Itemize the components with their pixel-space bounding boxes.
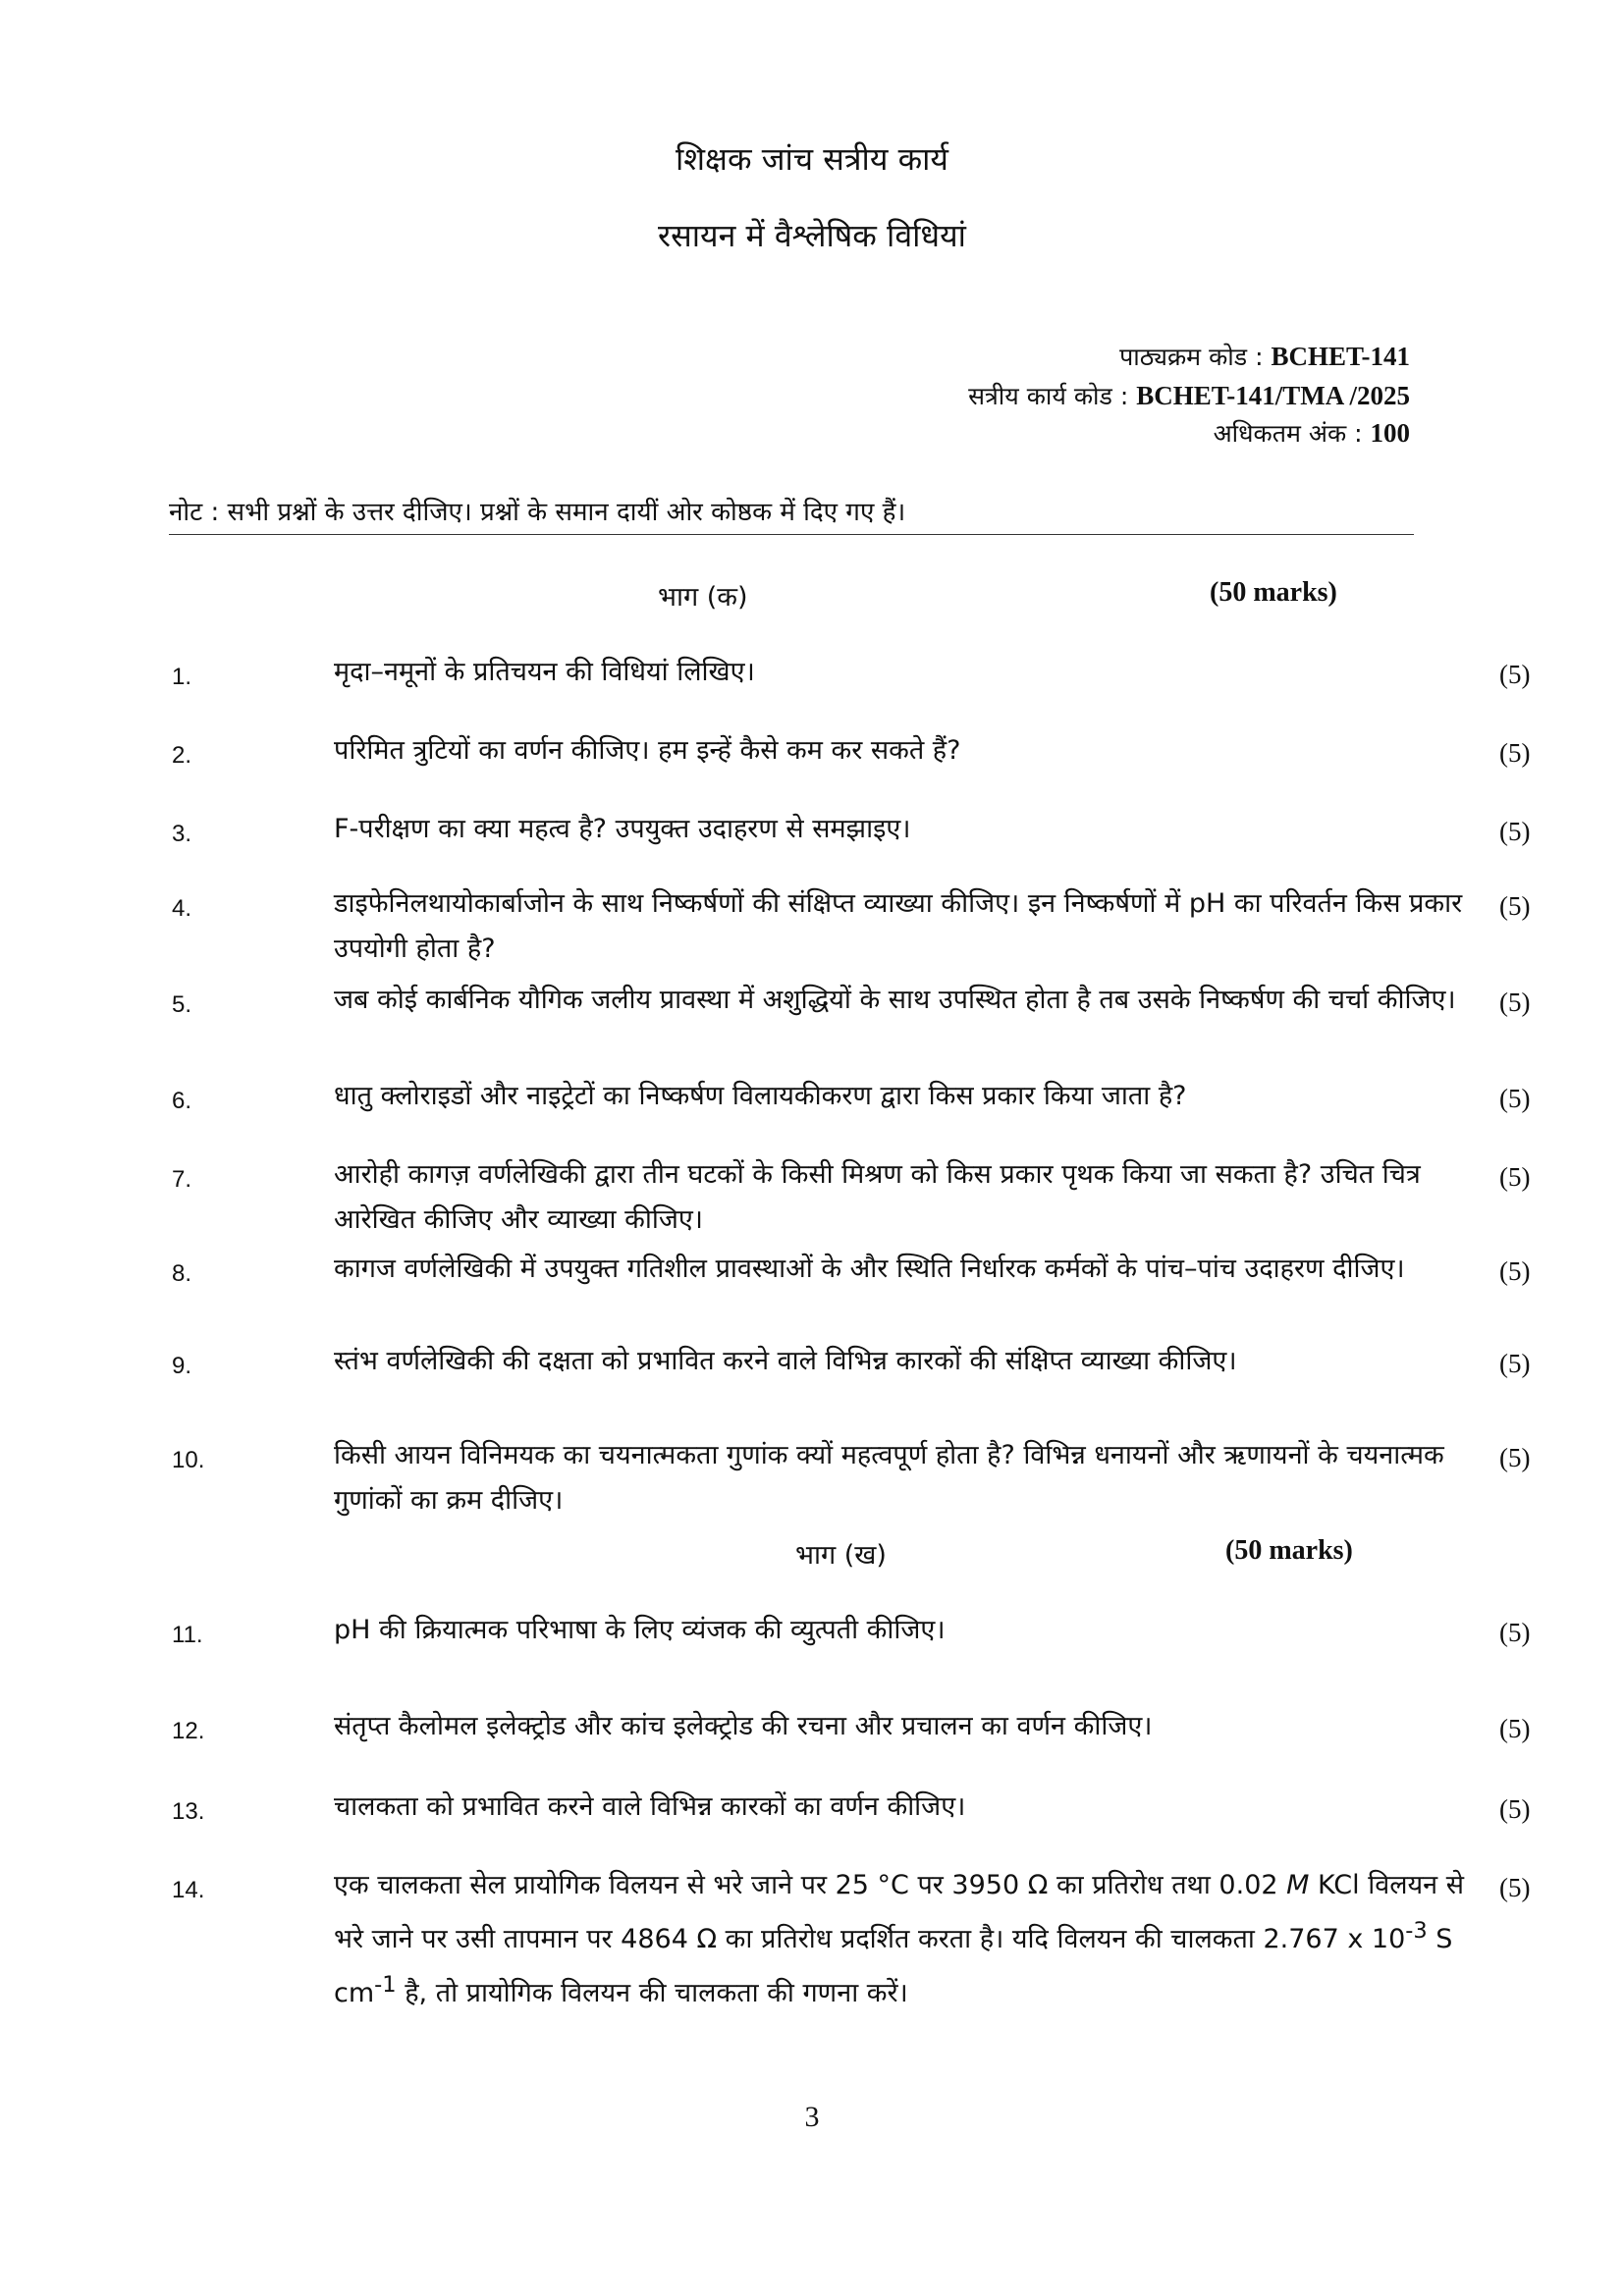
question-text-part: KCl विलयन से भरे जाने पर उसी तापमान पर 4864 Ω का प्रतिरोध प्रदर्शित करता है। यदि विलयन की चालकता 2.767 x 10 — [334, 1870, 1465, 1954]
question-marks: (5) — [1499, 988, 1531, 1017]
question-marks: (5) — [1499, 660, 1531, 689]
question-text: संतृप्त कैलोमल इलेक्ट्रोड और कांच इलेक्ट्रोड की रचना और प्रचालन का वर्णन कीजिए। — [334, 1711, 1153, 1741]
question-marks: (5) — [1499, 817, 1531, 846]
question-number: 8. — [172, 1260, 192, 1287]
question-marks: (5) — [1499, 1618, 1531, 1647]
max-marks: 100 — [1370, 418, 1410, 448]
question-text: किसी आयन विनिमयक का चयनात्मकता गुणांक क्यों महत्वपूर्ण होता है? विभिन्न धनायनों और ऋणायनों के चयनात्मक गुणांकों का क्रम दीजिए। — [334, 1440, 1444, 1516]
question-text: स्तंभ वर्णलेखिकी की दक्षता को प्रभावित करने वाले विभिन्न कारकों की संक्षिप्त व्याख्या कीजिए। — [334, 1346, 1237, 1376]
part-b-title: भाग (ख) — [795, 1540, 887, 1571]
question-number: 10. — [172, 1447, 205, 1473]
course-code-line — [1119, 340, 1410, 373]
exponent: -1 — [374, 1972, 397, 1998]
question-text: F-परीक्षण का क्या महत्व है? उपयुक्त उदाहरण से समझाइए। — [334, 814, 911, 844]
question-number: 2. — [172, 742, 192, 769]
question-number: 14. — [172, 1877, 205, 1903]
question-marks: (5) — [1499, 738, 1531, 768]
question-marks: (5) — [1499, 1349, 1531, 1378]
question-number: 7. — [172, 1166, 192, 1193]
instructions-note: नोट : सभी प्रश्नों के उत्तर दीजिए। प्रश्नों के समान दायीं ओर कोष्ठक में दिए गए हैं। — [169, 498, 906, 527]
question-number: 11. — [172, 1622, 203, 1648]
question-number: 6. — [172, 1088, 192, 1114]
question-text: आरोही कागज़ वर्णलेखिकी द्वारा तीन घटकों के किसी मिश्रण को किस प्रकार पृथक किया जा सकता है? उचित चित्र आरेखित कीजिए और व्याख्या कीजिए। — [334, 1159, 1421, 1235]
question-text: डाइफेनिलथायोकार्बाजोन के साथ निष्कर्षणों की संक्षिप्त व्याख्या कीजिए। इन निष्कर्षणों में pH का परिवर्तन किस प्रकार उपयोगी होता है? — [334, 888, 1463, 964]
question-marks: (5) — [1499, 1443, 1531, 1472]
assignment-code-label: सत्रीय कार्य कोड : — [968, 382, 1129, 410]
question-text: जब कोई कार्बनिक यौगिक जलीय प्रावस्था में अशुद्धियों के साथ उपस्थित होता है तब उसके निष्कर्षण की चर्चा कीजिए। — [334, 985, 1456, 1015]
question-number: 4. — [172, 895, 192, 922]
question-text: चालकता को प्रभावित करने वाले विभिन्न कारकों का वर्णन कीजिए। — [334, 1791, 966, 1822]
question-marks: (5) — [1499, 1714, 1531, 1743]
question-number: 12. — [172, 1718, 205, 1744]
question-marks: (5) — [1499, 1794, 1531, 1824]
question-number: 9. — [172, 1353, 192, 1379]
part-a-title: भाग (क) — [658, 582, 748, 613]
question-text-part: S cm — [334, 1924, 1453, 2008]
question-number: 3. — [172, 821, 192, 847]
max-marks-label: अधिकतम अंक : — [1213, 419, 1363, 448]
question-number: 13. — [172, 1798, 205, 1825]
part-a-marks: (50 marks) — [1210, 577, 1337, 608]
divider — [169, 534, 1414, 535]
assignment-code: BCHET-141/TMA /2025 — [1136, 381, 1410, 410]
assignment-code-line — [968, 379, 1410, 412]
question-text: मृदा–नमूनों के प्रतिचयन की विधियां लिखिए। — [334, 657, 755, 687]
exponent: -3 — [1405, 1918, 1428, 1944]
question-marks: (5) — [1499, 1256, 1531, 1286]
molar-unit: M — [1286, 1870, 1310, 1900]
document-subtitle: रसायन में वैश्लेषिक विधियां — [658, 217, 966, 254]
course-code-label: पाठ्यक्रम कोड : — [1119, 343, 1264, 371]
part-b-marks: (50 marks) — [1225, 1535, 1353, 1566]
question-number: 5. — [172, 991, 192, 1018]
question-marks: (5) — [1499, 891, 1531, 921]
question-text-part: एक चालकता सेल प्रायोगिक विलयन से भरे जाने पर 25 °C पर 3950 Ω का प्रतिरोध तथा 0.02 — [334, 1870, 1278, 1900]
question-text: धातु क्लोराइडों और नाइट्रेटों का निष्कर्षण विलायकीकरण द्वारा किस प्रकार किया जाता है? — [334, 1081, 1187, 1111]
course-code: BCHET-141 — [1271, 342, 1410, 371]
question-marks: (5) — [1499, 1084, 1531, 1113]
question-text — [334, 1863, 1473, 2016]
question-marks: (5) — [1499, 1162, 1531, 1192]
question-text: परिमित त्रुटियों का वर्णन कीजिए। हम इन्हें कैसे कम कर सकते हैं? — [334, 735, 961, 766]
page-number: 3 — [804, 2101, 820, 2133]
question-number: 1. — [172, 664, 192, 690]
question-text: pH की क्रियात्मक परिभाषा के लिए व्यंजक की व्युत्पती कीजिए। — [334, 1615, 946, 1645]
question-text: कागज वर्णलेखिकी में उपयुक्त गतिशील प्रावस्थाओं के और स्थिति निर्धारक कर्मकों के पांच–पांच उदाहरण दीजिए। — [334, 1254, 1405, 1284]
max-marks-line — [1214, 416, 1410, 450]
question-text-part: है, तो प्रायोगिक विलयन की चालकता की गणना करें। — [405, 1978, 908, 2008]
document-title: शिक्षक जांच सत्रीय कार्य — [675, 140, 948, 178]
question-marks: (5) — [1499, 1873, 1531, 1902]
